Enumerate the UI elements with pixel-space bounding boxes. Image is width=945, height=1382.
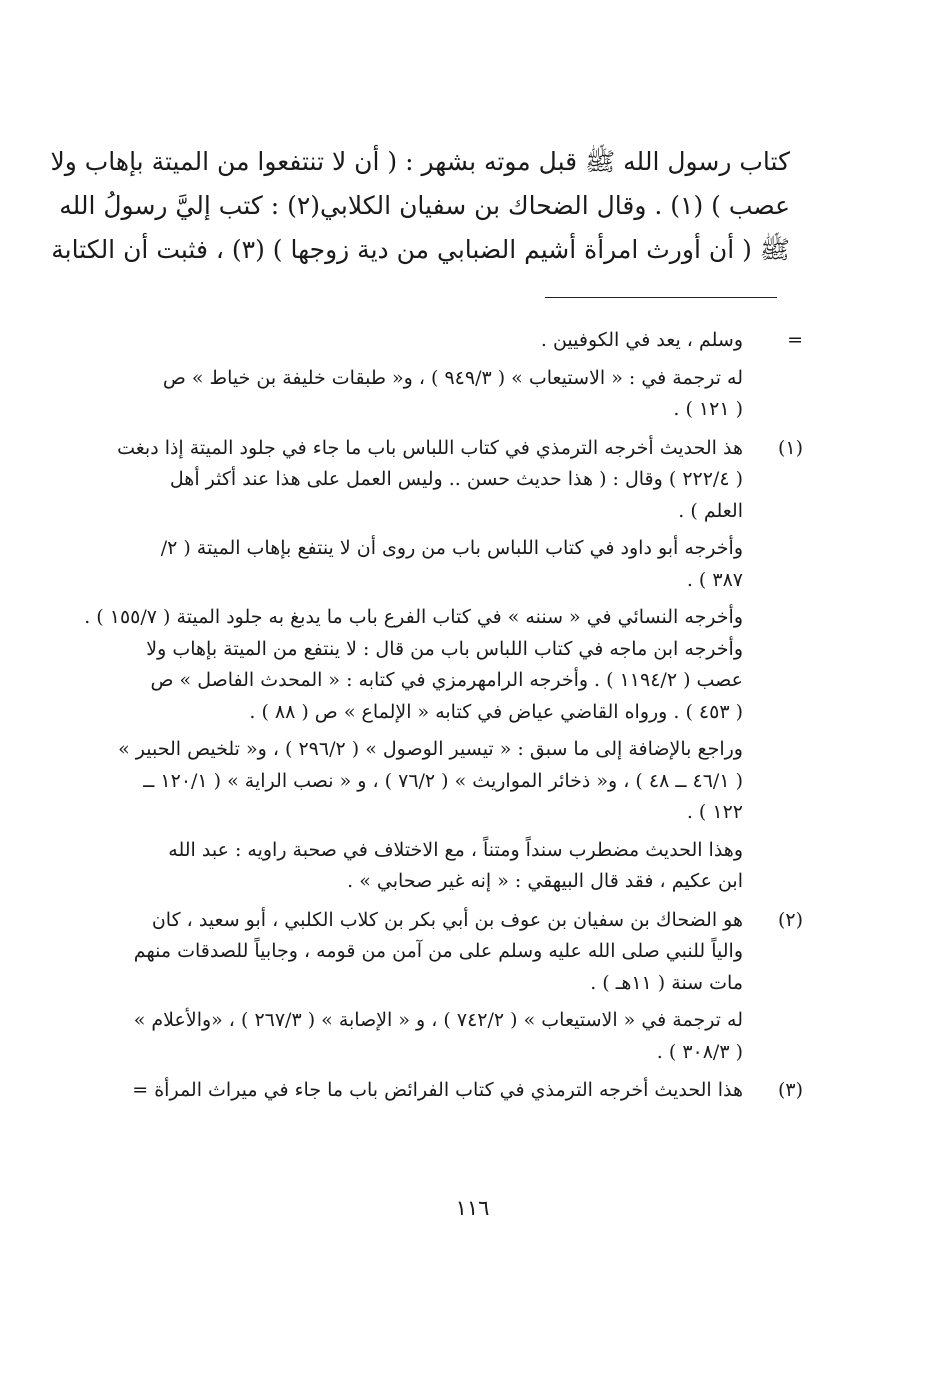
footnote-line: وأخرجه ابن ماجه في كتاب اللباس باب من قال : لا ينتفع من الميتة بإهاب ولا (146, 637, 743, 660)
footnote-marker: (١) (777, 436, 803, 459)
main-text (50, 140, 790, 272)
footnote-line: وراجع بالإضافة إلى ما سبق : « تيسير الوصول » ( ٢٩٦/٢ ) ، و« تلخيص الحبير » (118, 738, 743, 760)
footnote-line: ( ٣٠٨/٣ ) . (656, 1040, 743, 1063)
footnote-line: عصب ( ١١٩٤/٢ ) . وأخرجه الرامهرمزي في كتابه : « المحدث الفاصل » ص (150, 669, 743, 691)
footnote-marker: (٢) (777, 908, 803, 931)
footnote-line: ابن عكيم ، فقد قال البيهقي : « إنه غير صحابي » . (347, 870, 743, 892)
footnote-body (84, 433, 743, 898)
footnote-line: ١٢٢ ) . (686, 801, 743, 823)
footnote-line: والياً للنبي صلى الله عليه وسلم على من آمن من قومه ، وجابياً للصدقات منهم (133, 940, 743, 962)
footnote-paragraph (118, 734, 743, 829)
footnote-marker: = (787, 329, 803, 351)
footnote-marker: (٣) (777, 1079, 803, 1101)
footnote-paragraph (138, 325, 743, 357)
footnote-line: ( ١٢١ ) . (673, 398, 743, 420)
footnote-body (133, 905, 743, 1069)
footnote-line: وهذا الحديث مضطرب سنداً ومتناً ، مع الاختلاف في صحبة راويه : عبد الله (168, 838, 743, 861)
main-text-line: كتاب رسول الله ﷺ قبل موته بشهر : ( أن لا تنتفعوا من الميتة بإهاب ولا (50, 147, 790, 176)
footnote-paragraph (133, 1005, 743, 1068)
footnote-body (132, 1075, 743, 1107)
footnote-paragraph (117, 433, 743, 528)
footnote-line: وأخرجه النسائي في « سننه » في كتاب الفرع باب ما يدبغ به جلود الميتة ( ١٥٥/٧ ) . (84, 606, 743, 628)
footnote-paragraph (138, 363, 743, 426)
footnotes (84, 325, 803, 1114)
main-text-line: ﷺ ( أن أورث امرأة أشيم الضبابي من دية زوجها ) (٣) ، فثبت أن الكتابة (51, 235, 790, 264)
footnote-paragraph (132, 1075, 743, 1107)
footnote-paragraph (84, 602, 743, 728)
footnote-paragraph (138, 835, 743, 898)
footnote-line: هو الضحاك بن سفيان بن عوف بن أبي بكر بن كلاب الكلبي ، أبو سعيد ، كان (151, 908, 743, 931)
footnote-paragraph (138, 533, 743, 596)
footnote-paragraph (133, 905, 743, 1000)
footnote-line: ( ٢٢٢/٤ ) وقال : ( هذا حديث حسن .. وليس العمل على هذا عند أكثر أهل (169, 468, 743, 490)
main-text-line: عصب ) (١) . وقال الضحاك بن سفيان الكلابي(٢) : كتب إليَّ رسولُ الله (59, 191, 790, 220)
footnote-continuation (138, 325, 803, 426)
page-number: ١١٦ (455, 1196, 490, 1220)
footnote-2 (133, 905, 803, 1069)
footnote-divider (545, 297, 777, 298)
footnote-line: ( ٤٦/١ ــ ٤٨ ) ، و« ذخائر المواريث » ( ٧٦/٢ ) ، و « نصب الراية » ( ١٢٠/١ ــ (143, 769, 743, 792)
footnote-line: مات سنة ( ١١هـ ) . (590, 971, 743, 994)
footnote-line: ٣٨٧ ) . (686, 568, 743, 591)
footnote-line: هذ الحديث أخرجه الترمذي في كتاب اللباس باب ما جاء في جلود الميتة إذا دبغت (117, 436, 743, 459)
footnote-1 (84, 433, 803, 898)
footnote-line: له ترجمة في : « الاستيعاب » ( ٩٤٩/٣ ) ، و« طبقات خليفة بن خياط » ص (162, 366, 743, 389)
footnote-line: ( ٤٥٣ ) . ورواه القاضي عياض في كتابه « الإلماع » ص ( ٨٨ ) . (249, 700, 743, 723)
footnote-line: وأخرجه أبو داود في كتاب اللباس باب من روى أن لا ينتفع بإهاب الميتة ( ٢/ (160, 537, 743, 559)
footnote-line: العلم ) . (678, 499, 743, 522)
footnote-3 (132, 1075, 803, 1107)
footnote-line: وسلم ، يعد في الكوفيين . (540, 329, 743, 351)
footnote-body (138, 325, 743, 426)
footnote-line: له ترجمة في « الاستيعاب » ( ٧٤٢/٢ ) ، و « الإصابة » ( ٢٦٧/٣ ) ، «والأعلام » (133, 1009, 743, 1031)
footnote-line: هذا الحديث أخرجه الترمذي في كتاب الفرائض باب ما جاء في ميراث المرأة = (132, 1079, 743, 1101)
